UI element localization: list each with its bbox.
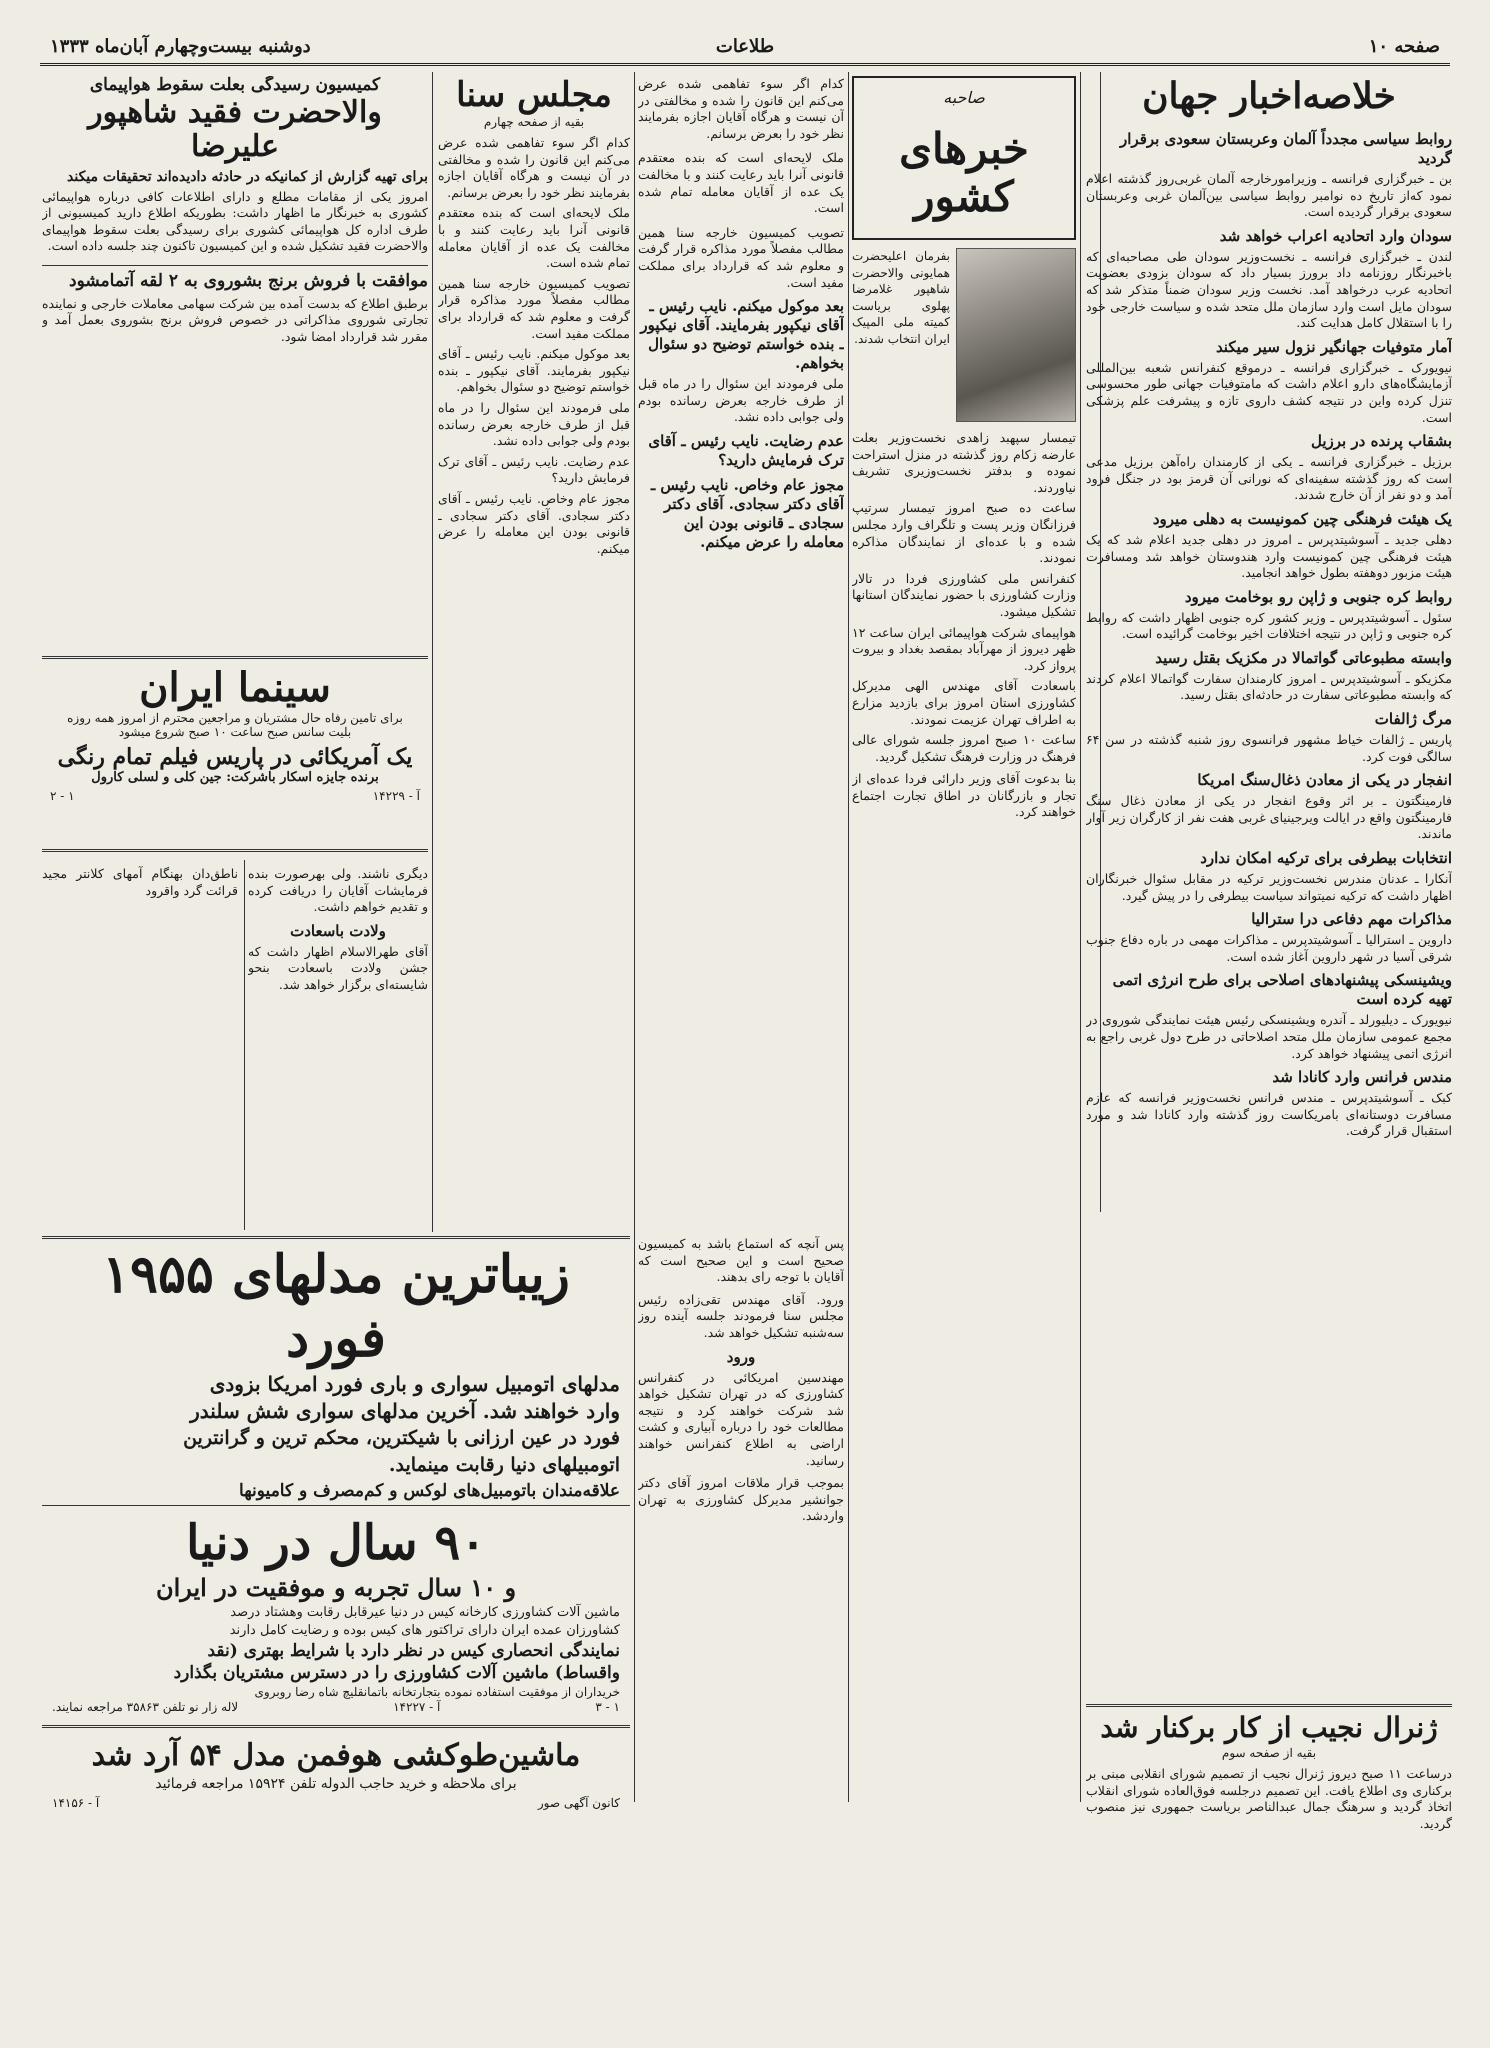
photo-caption: بفرمان اعلیحضرت همایونی والاحضرت شاهپور غلامرضا پهلوی بریاست کمیته ملی المپیک ایران انتخاب شدند. bbox=[852, 249, 950, 346]
misc-left-text: ناطق‌دان بهنگام آمهای کلانتر مجید قرائت گرد واقرود bbox=[42, 866, 238, 898]
tractor-line4: واقساط) ماشین آلات کشاورزی را در دسترس مشتریان بگذارد bbox=[173, 1663, 620, 1683]
column-rule bbox=[848, 72, 849, 1802]
case-tractor-ad bbox=[42, 1512, 630, 1728]
country-news-item: ساعت ده صبح امروز تیمسار سرتیپ فرزانگان وزیر پست و تلگراف وارد مجلس شده و با عده‌ای از نمایندگان مذاکره نمودند. bbox=[852, 500, 1076, 566]
senate-paragraph: تصویب کمیسیون خارجه سنا همین مطالب مفصلاً مورد مذاکره قرار گرفت و معلوم شد که قرارداد برای مملکت مفید است. bbox=[438, 275, 630, 341]
senate-paragraph: عدم رضایت. نایب رئیس ـ آقای ترک فرمایش دارید؟ bbox=[438, 453, 630, 486]
world-news-headline: انتخابات بیطرفی برای ترکیه امکان ندارد bbox=[1200, 849, 1452, 868]
typewriter-ad bbox=[42, 1734, 630, 1834]
senate-sub-2: عدم رضایت. نایب رئیس ـ آقای ترک فرمایش دارید؟ bbox=[648, 431, 844, 469]
cinema-code: آ - ۱۴۲۲۹ bbox=[372, 789, 420, 804]
tractor-line2: کشاورزان عمده ایران دارای تراکتور های کیس بوده و رضایت کامل دارند bbox=[229, 1623, 620, 1638]
world-news-headline: روابط سیاسی مجدداً آلمان وعربستان سعودی برقرار گردید bbox=[1120, 130, 1452, 167]
prince-photo bbox=[956, 248, 1076, 422]
country-news-item: هواپیمای شرکت هواپیمائی ایران ساعت ۱۲ ظهر دیروز از مهرآباد بمقصد بغداد و بیروت پرواز کرد. bbox=[852, 624, 1076, 673]
newspaper-name: طلاعات bbox=[715, 36, 775, 57]
misc-mid-text: آقای طهرالاسلام اظهار داشت که جشن ولادت باسعادت بنحو شایسته‌ای برگزار خواهد شد. bbox=[248, 943, 428, 992]
misc-mid-title: ولادت باسعادت bbox=[290, 921, 386, 940]
tractor-line6: لاله زار نو تلفن ۳۵۸۶۳ مراجعه نمایند. bbox=[52, 1700, 239, 1714]
middle-bottom-text-2: بموجب قرار ملاقات امروز آقای دکتر جوانشیر مدیرکل کشاورزی به تهران واردشد. bbox=[638, 1475, 844, 1524]
ford-line3: فورد در عین ارزانی با شیکترین، محکم ترین و گرانترین bbox=[183, 1427, 620, 1449]
page-header bbox=[40, 30, 1450, 66]
world-news-headline: سودان وارد اتحادیه اعراب خواهد شد bbox=[1219, 226, 1452, 245]
country-news-list bbox=[852, 430, 1076, 765]
world-news-headline: روابط کره جنوبی و ژاپن رو بوخامت میرود bbox=[1184, 587, 1452, 606]
world-news-text: نیویورک ـ دیلیورلد ـ آندره ویشینسکی رئیس هیئت نمایندگی شوروی در مجمع عمومی سازمان ملل متحد اصلاحاتی در طرح دول غربی راجع به انرژی اتمی پیشنهاد خواهد کرد. bbox=[1086, 1012, 1452, 1061]
aviation-article bbox=[42, 76, 428, 646]
senate-body bbox=[438, 135, 630, 557]
rice-body: برطبق اطلاع که بدست آمده بین شرکت سهامی معاملات خارجی و نماینده تجارتی شوروی مذاکراتی در خصوص فروش برنج بشوروی بعمل آمد و مقرر شد قرارداد امضا شود. bbox=[42, 295, 428, 344]
page-number: صفحه ۱۰ bbox=[1368, 36, 1440, 57]
world-news-headline: انفجار در یکی از معادن ذغال‌سنگ امریکا bbox=[1197, 771, 1452, 790]
world-news-list bbox=[1086, 130, 1452, 1140]
senate-paragraph: ملک لایحه‌ای است که بنده معتقدم قانونی آنرا باید رعایت کنند و با مخالفت یک عده از آقایان معامله تمام شده است. bbox=[438, 205, 630, 271]
senate-sub-1: بعد موکول میکنم. نایب رئیس ـ آقای نیکپور بفرمایند. آقای نیکپور ـ بنده خواستم توضیح دو سئوال بخواهم. bbox=[640, 297, 844, 373]
tractor-subtitle: و ۱۰ سال تجربه و موفقیت در ایران bbox=[155, 1573, 517, 1602]
middle-bottom-text: مهندسین امریکائی در کنفرانس کشاورزی که در تهران تشکیل خواهد شد شرکت خواهند کرد و نتیجه مطالعات خود را درباره آبیاری و کشت اراضی به اطلاع کنفرانس خواهند رسانید. bbox=[638, 1369, 844, 1468]
world-news-headline: بشقاب پرنده در برزیل bbox=[1310, 432, 1452, 451]
senate-sub-3: مجوز عام وخاص. نایب رئیس ـ آقای دکتر سجادی. آقای دکتر سجادی ـ قانونی بودن این معامله را عرض میکنم. bbox=[650, 475, 844, 551]
column-rule bbox=[1080, 72, 1081, 1802]
cinema-line2: بلیت سانس صبح ساعت ۱۰ صبح شروع میشود bbox=[118, 725, 352, 739]
world-news-headline: آمار متوفیات جهانگیر نزول سیر میکند bbox=[1215, 337, 1452, 356]
world-news-text: فارمینگتون ـ بر اثر وقوع انفجار در یکی از معادن ذغال سنگ فارمینگتون واقع در ایالت ویرجینیای غربی هفت نفر از کارگران زیر آوار ماندند. bbox=[1086, 793, 1452, 842]
senate-paragraph: کدام اگر سوء تفاهمی شده عرض می‌کنم این قانون را شده و مخالفتی در آن نیست و هرگاه آقایان اجازه بفرمایند نظر خود را بعرض برسانم. bbox=[438, 135, 630, 200]
tractor-code-2: ۱ - ۳ bbox=[595, 1700, 620, 1714]
aviation-deck: برای تهیه گزارش از کمانیکه در حادثه دادیده‌اند تحقیقات میکند bbox=[67, 168, 428, 185]
middle-bottom-column bbox=[638, 1236, 844, 1796]
typewriter-sign: کانون آگهی صور bbox=[537, 1796, 620, 1810]
senate-paragraph: بعد موکول میکنم. نایب رئیس ـ آقای نیکپور بفرمایند. آقای نیکپور ـ بنده خواستم توضیح دو سئوال بخواهم. bbox=[438, 346, 630, 395]
tractor-line1: ماشین آلات کشاورزی کارخانه کیس در دنیا عیرقابل رقابت وهشتاد درصد bbox=[230, 1605, 620, 1620]
najib-title: ژنرال نجیب از کار برکنار شد bbox=[1100, 1712, 1438, 1744]
senate-body-5: ملی فرمودند این سئوال را در ماه قبل از طرف خارجه بعرض رسانده بودم ولی جوابی داده نشد. bbox=[638, 376, 844, 425]
world-news-text: سئول ـ آسوشیتدپرس ـ وزیر کشور کره جنوبی اظهار داشت که روابط کره جنوبی و ژاپن در نتیجه اختلافات اخیر بوخامت گرائیده است. bbox=[1086, 609, 1452, 642]
world-news-text: بن ـ خبرگزاری فرانسه ـ وزیرامورخارجه آلمان غربی‌روز گذشته اعلام نمود که‌از تاریخ ده نوامبر روابط سیاسی بین‌آلمان غربی وعربستان سعودی برقرار گردیده است. bbox=[1086, 171, 1452, 220]
senate-paragraph: ملی فرمودند این سئوال را در ماه قبل از طرف خارجه بعرض رسانده بودم ولی جوابی داده نشد. bbox=[438, 400, 630, 449]
world-news-text: پاریس ـ ژالفات خیاط مشهور فرانسوی روز شنبه گذشته در سن ۶۴ سالگی فوت کرد. bbox=[1086, 732, 1452, 764]
ford-ad bbox=[42, 1236, 630, 1506]
world-news-headline: مرگ ژالفات bbox=[1374, 710, 1452, 729]
senate-body-4: تصویب کمیسیون خارجه سنا همین مطالب مفصلاً مورد مذاکره قرار گرفت و معلوم شد که قرارداد برای مملکت مفید است. bbox=[638, 224, 844, 290]
ford-line2: وارد خواهند شد. آخرین مدلهای سواری شش سلندر bbox=[190, 1399, 620, 1423]
world-news-text: مکزیکو ـ آسوشیتدپرس ـ امروز کارمندان سفارت گواتمالا اعلام کردند که وابسته مطبوعاتی سفارت در حادثه‌ای بقتل رسید. bbox=[1086, 670, 1452, 703]
country-news-bottom: بنا بدعوت آقای وزیر دارائی فردا عده‌ای از تجار و بازرگانان در اطاق تجارت اجتماع خواهند کرد. bbox=[852, 771, 1076, 820]
column-rule bbox=[634, 72, 635, 1802]
cinema-line1: برای تامین رفاه حال مشتریان و مراجعین محترم از امروز همه روزه bbox=[67, 711, 403, 725]
cinema-cast: برنده جایزه اسکار باشرکت: جین کلی و لسلی کارول bbox=[91, 770, 379, 786]
interview-label: صاحبه bbox=[943, 88, 985, 107]
aviation-kicker: کمیسیون رسیدگی بعلت سقوط هواپیمای bbox=[89, 76, 381, 95]
ford-line5: علاقه‌مندان باتومبیل‌های لوکس و کم‌مصرف و کامیونها bbox=[239, 1481, 620, 1501]
senate-column bbox=[438, 76, 630, 1226]
aviation-title: والاحضرت فقید شاهپور علیرضا bbox=[88, 94, 382, 165]
world-news-text: برزیل ـ خبرگزاری فرانسه ـ یکی از کارمندان راه‌آهن برزیل مدعی است که روز گذشته سفینه‌ای که نورانی آن قرمز بود در جنگل فرود آمد و دو نفر از آن خارج شدند. bbox=[1086, 454, 1452, 503]
senate-continued: بقیه از صفحه چهارم bbox=[483, 115, 585, 130]
typewriter-title: ماشین‌طوکشی هوفمن مدل ۵۴ آرد شد bbox=[91, 1738, 581, 1773]
world-news-text: نیویورک ـ خبرگزاری فرانسه ـ درموقع کنفرانس شعبه بین‌المللی آزمایشگاه‌های دارو اعلام داشت که مامتوفیات جهانی طور محسوسی تنزل کرده واین در نتیجه کشف داروی تازه و پیشرفت علم پزشکی است. bbox=[1086, 359, 1452, 425]
country-news-column bbox=[852, 76, 1076, 1796]
tractor-line3: نمایندگی انحصاری کیس در نظر دارد با شرایط بهتری (نقد bbox=[207, 1641, 620, 1661]
world-news-text: لندن ـ خبرگزاری فرانسه ـ نخست‌وزیر سودان طی مصاحبه‌ای که باخبرنگار روزنامه داد برورز بسیار داد که سودان بزودی بعضویت اتحادیه عرب درخواهد آمد. نخست وزیر سودان ضمناً متذکر شد که سودان مایل است وارد سازمان ملل متحد شده و سیاست خارجی خود را با استقلال کامل هدایت کند. bbox=[1086, 248, 1452, 331]
world-news-column bbox=[1086, 76, 1452, 1696]
misc-column-right bbox=[248, 866, 428, 1226]
country-news-masthead bbox=[852, 76, 1076, 240]
column-rule bbox=[432, 72, 433, 1232]
tractor-code: آ - ۱۴۲۲۷ bbox=[393, 1700, 441, 1714]
tractor-line5: خریداران از موفقیت استفاده نموده بتجارتخانه باتمانقلیچ شاه رضا روبروی bbox=[254, 1685, 620, 1699]
section-divider bbox=[1086, 1704, 1452, 1707]
country-news-item: کنفرانس ملی کشاورزی فردا در تالار وزارت کشاورزی با حضور نمایندگان استانها تشکیل میشود. bbox=[852, 570, 1076, 619]
tractor-title: ۹۰ سال در دنیا bbox=[186, 1515, 486, 1571]
column-rule bbox=[244, 860, 245, 1230]
ford-line4: اتومبیلهای دنیا رقابت مینماید. bbox=[388, 1454, 620, 1476]
cinema-feature: یک آمریکائی در پاریس فیلم تمام رنگی bbox=[57, 744, 413, 770]
world-news-text: دهلی جدید ـ آسوشیتدپرس ـ امروز در دهلی جدید اعلام شد که یک هیئت فرهنگی چین کمونیست وارد هندوستان خواهد شد ومسافرت هیئت مزبور دوهفته بطول خواهد انجامید. bbox=[1086, 531, 1452, 581]
senate-body-6: پس آنچه که استماع باشد به کمیسیون صحیح است و این صحیح است که آقایان با توجه رای بدهند. bbox=[638, 1236, 844, 1285]
ford-line1: مدلهای اتومبیل سواری و باری فورد امریکا بزودی bbox=[209, 1372, 620, 1396]
world-news-text: کبک ـ آسوشیتدپرس ـ مندس فرانس نخست‌وزیر فرانسه که عازم مسافرت دوستانه‌ای بامریکاست روز گذشته وارد کانادا شد و مورد استقبال قرار گرفت. bbox=[1086, 1090, 1452, 1139]
world-news-headline: وابسته مطبوعاتی گواتمالا در مکزیک بقتل رسید bbox=[1155, 648, 1452, 667]
cinema-ad bbox=[42, 656, 428, 852]
senate-title: مجلس سنا bbox=[456, 76, 612, 115]
issue-date: دوشنبه بیست‌وچهارم آبان‌ماه ۱۳۳۳ bbox=[50, 36, 311, 57]
cinema-code-2: ۱ - ۲ bbox=[50, 789, 75, 804]
world-news-headline: یک هیئت فرهنگی چین کمونیست به دهلی میرود bbox=[1152, 509, 1452, 528]
world-news-headline: مذاکرات مهم دفاعی درا سترالیا bbox=[1251, 910, 1452, 929]
senate-body-2: کدام اگر سوء تفاهمی شده عرض می‌کنم این قانون را شده و مخالفتی در آن نیست و هرگاه آقایان اجازه بفرمایند نظر خود را بعرض برسانم. bbox=[638, 76, 844, 141]
world-news-text: داروین ـ استرالیا ـ آسوشیتدپرس ـ مذاکرات مهمی در باره دفاع جنوب شرقی آسیا در شهر داروین آغاز شده است. bbox=[1086, 932, 1452, 964]
ford-line6 bbox=[52, 1503, 620, 1506]
najib-continued: بقیه از صفحه سوم bbox=[1221, 1746, 1317, 1761]
najib-body: درساعت ۱۱ صبح دیروز ژنرال نجیب از تصمیم شورای انقلابی مبنی بر برکناری وی اطلاع یافت. این تصمیم درجلسه فوق‌العاده شورای انقلاب اتخاذ گردید و سرهنگ جمال عبدالناصر بریاست جمهوری نیز منصوب گردید. bbox=[1086, 1766, 1452, 1831]
country-news-item: باسعادت آقای مهندس الهی مدیرکل کشاورزی استان امروز برای بازدید مزارع به اطراف تهران عزیمت نمودند. bbox=[852, 678, 1076, 727]
senate-body-7: ورود. آقای مهندس تقی‌زاده رئیس مجلس سنا فرمودند جلسه آینده روز سه‌شنبه تشکیل خواهد شد. bbox=[638, 1291, 844, 1340]
arrival-label: ورود bbox=[726, 1347, 756, 1366]
world-news-text: آنکارا ـ عدنان مندرس نخست‌وزیر ترکیه در مقابل سئوال خبرنگاران اظهار داشت که ترکیه نمیتواند سیاست بیطرفی را در پیش گیرد. bbox=[1086, 871, 1452, 903]
senate-paragraph: مجوز عام وخاص. نایب رئیس ـ آقای دکتر سجادی. آقای دکتر سجادی ـ قانونی بودن این معامله را عرض میکنم. bbox=[438, 490, 630, 556]
typewriter-code: آ - ۱۴۱۵۶ bbox=[52, 1796, 100, 1810]
world-news-headline: مندس فرانس وارد کانادا شد bbox=[1272, 1068, 1452, 1087]
typewriter-line: برای ملاحظه و خرید حاجب الدوله تلفن ۱۵۹۲۴ مراجعه فرمائید bbox=[155, 1776, 517, 1792]
senate-body-3: ملک لایحه‌ای است که بنده معتقدم قانونی آنرا باید رعایت کنند و با مخالفت یک عده از آقایان معامله تمام شده است. bbox=[638, 150, 844, 216]
rice-title: موافقت با فروش برنج بشوروی به ۲ لقه آتمامشود bbox=[42, 265, 428, 292]
senate-column-2 bbox=[638, 76, 844, 1226]
country-news-title: خبرهای کشور bbox=[899, 124, 1029, 222]
aviation-body: امروز یکی از مقامات مطلع و دارای اطلاعات کافی درباره هواپیمائی کشوری به خبرنگار ما اظهار داشت: بطوریکه اطلاع دارید کمیسیونی از طرف اداره کل هواپیمائی کشوری برای رسیدگی بعلت سقوط هواپیمای والاحضرت فقید تشکیل شده و این کمیسیون تاکنون چند جلسه داده است. bbox=[42, 188, 428, 254]
najib-article bbox=[1086, 1712, 1452, 2002]
world-news-title: خلاصه‌اخبار جهان bbox=[1142, 76, 1396, 117]
misc-column-left bbox=[42, 866, 238, 1226]
cinema-title: سینما ایران bbox=[139, 664, 331, 711]
country-news-item: ساعت ۱۰ صبح امروز جلسه شورای عالی فرهنگ در وزارت فرهنگ تشکیل گردید. bbox=[852, 732, 1076, 764]
world-news-headline: ویشینسکی پیشنهادهای اصلاحی برای طرح انرژی اتمی تهیه کرده است bbox=[1112, 971, 1452, 1009]
country-news-item: تیمسار سپهبد زاهدی نخست‌وزیر بعلت عارضه زکام روز گذشته در منزل استراحت نموده و بدفتر نخست‌وزیری تشریف نیاوردند. bbox=[852, 430, 1076, 495]
ford-title: زیباترین مدلهای ۱۹۵۵ فورد bbox=[102, 1244, 570, 1369]
misc-right-text: دیگری ناشند. ولی بهرصورت بنده فرمایشات آقایان را دریافت کرده و تقدیم خواهم داشت. bbox=[248, 866, 428, 915]
